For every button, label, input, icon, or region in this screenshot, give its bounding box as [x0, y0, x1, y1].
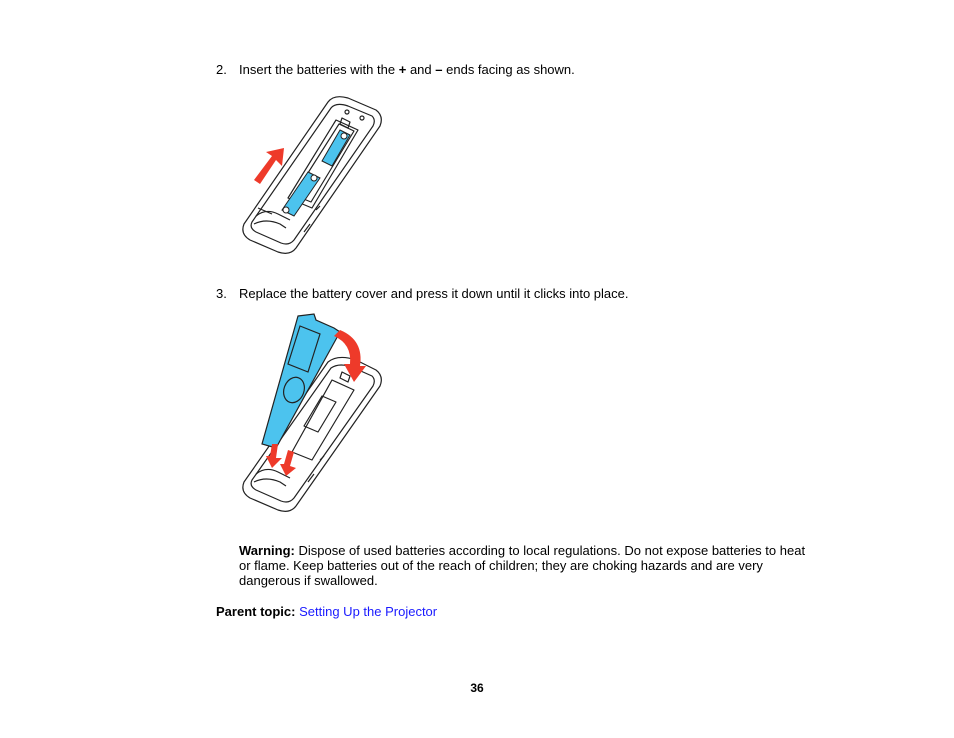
tab-arrow-right-icon [280, 450, 296, 476]
insert-arrow-icon [254, 148, 284, 184]
warning-text: Dispose of used batteries according to local regulations. Do not expose batteries to heat or flame. Keep batteries out of the reach of children; they are choking hazards and are very dangerous if swallowed. [239, 543, 806, 588]
battery-insertion-illustration [236, 90, 396, 260]
battery-cover [262, 314, 340, 448]
step-number: 3. [216, 286, 227, 301]
warning-note [239, 543, 819, 588]
parent-topic-link[interactable]: Setting Up the Projector [299, 604, 438, 619]
parent-topic [216, 604, 437, 620]
battery-cover-illustration [236, 310, 396, 520]
step-number: 2. [216, 62, 227, 77]
page-number: 36 [470, 681, 484, 695]
battery-lower [282, 172, 320, 216]
parent-topic-label: Parent topic: [216, 604, 296, 619]
close-cover-arrow-icon [334, 330, 366, 382]
plus-symbol: + [398, 62, 407, 77]
warning-label: Warning: [239, 543, 295, 558]
step-3 [216, 286, 628, 302]
step-text-before: Insert the batteries with the [239, 62, 396, 77]
minus-symbol: – [435, 62, 443, 77]
step-2 [216, 62, 575, 78]
step-text-after: ends facing as shown. [446, 62, 575, 77]
step-text: Replace the battery cover and press it down until it clicks into place. [239, 286, 629, 301]
step-text-middle: and [409, 62, 432, 77]
